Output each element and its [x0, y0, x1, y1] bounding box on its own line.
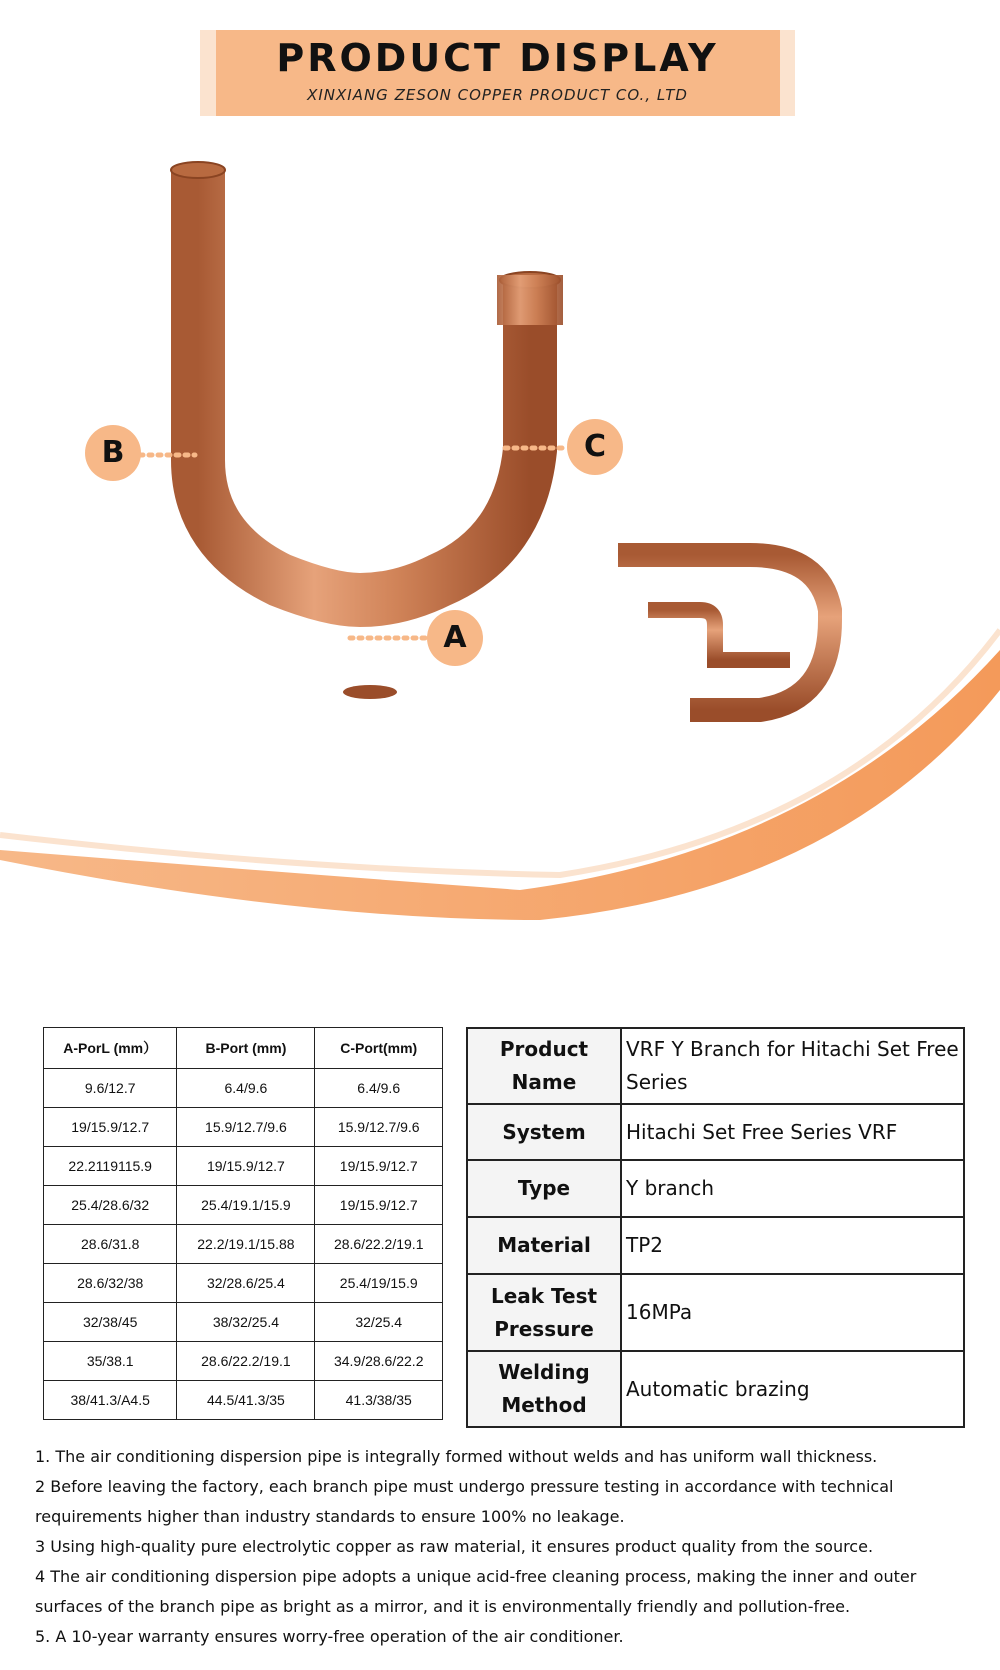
info-row-type [467, 1160, 964, 1217]
table-cell: 28.6/22.2/19.1 [177, 1342, 315, 1381]
table-row [44, 1342, 443, 1381]
product-info-table [466, 1027, 965, 1428]
info-key: Material [467, 1217, 621, 1274]
table-cell: 19/15.9/12.7 [44, 1108, 177, 1147]
table-cell: 34.9/28.6/22.2 [315, 1342, 443, 1381]
column-header-a-port: A-PorL (mm） [44, 1028, 177, 1069]
table-cell: 28.6/32/38 [44, 1264, 177, 1303]
table-cell: 15.9/12.7/9.6 [315, 1108, 443, 1147]
table-cell: 41.3/38/35 [315, 1381, 443, 1420]
table-cell: 25.4/19.1/15.9 [177, 1186, 315, 1225]
table-cell: 9.6/12.7 [44, 1069, 177, 1108]
table-cell: 35/38.1 [44, 1342, 177, 1381]
table-row [44, 1108, 443, 1147]
info-value: Automatic brazing [621, 1351, 964, 1427]
y-branch-pipe-large [171, 162, 563, 699]
y-branch-pipe-side-view [618, 555, 905, 710]
note-item: 1. The air conditioning dispersion pipe is integrally formed without welds and has uniform wall thickness. [35, 1447, 878, 1466]
table-cell: 38/32/25.4 [177, 1303, 315, 1342]
note-item: 5. A 10-year warranty ensures worry-free operation of the air conditioner. [35, 1627, 624, 1646]
info-value: VRF Y Branch for Hitachi Set Free Series [621, 1028, 964, 1104]
table-cell: 28.6/31.8 [44, 1225, 177, 1264]
info-value: Y branch [621, 1160, 964, 1217]
table-row [44, 1381, 443, 1420]
info-key: Product Name [467, 1028, 621, 1104]
table-row [44, 1186, 443, 1225]
info-row-product-name [467, 1028, 964, 1104]
table-cell: 22.2119115.9 [44, 1147, 177, 1186]
table-cell: 38/41.3/A4.5 [44, 1381, 177, 1420]
feature-notes [35, 1442, 975, 1652]
info-value: Hitachi Set Free Series VRF [621, 1104, 964, 1160]
info-value: 16MPa [621, 1274, 964, 1351]
info-key: Type [467, 1160, 621, 1217]
info-key: Welding Method [467, 1351, 621, 1427]
column-header-b-port: B-Port (mm) [177, 1028, 315, 1069]
column-header-c-port: C-Port(mm) [315, 1028, 443, 1069]
table-cell: 32/28.6/25.4 [177, 1264, 315, 1303]
table-row [44, 1264, 443, 1303]
table-row [44, 1069, 443, 1108]
callout-b: B [85, 425, 141, 481]
table-cell: 19/15.9/12.7 [315, 1186, 443, 1225]
info-row-leak-test [467, 1274, 964, 1351]
info-key: System [467, 1104, 621, 1160]
table-row [44, 1147, 443, 1186]
info-key: Leak Test Pressure [467, 1274, 621, 1351]
table-cell: 28.6/22.2/19.1 [315, 1225, 443, 1264]
callout-c: C [567, 419, 623, 475]
product-illustration [0, 130, 1000, 980]
page-title: PRODUCT DISPLAY [276, 36, 719, 80]
table-header-row [44, 1028, 443, 1069]
table-cell: 44.5/41.3/35 [177, 1381, 315, 1420]
table-cell: 32/25.4 [315, 1303, 443, 1342]
table-cell: 22.2/19.1/15.88 [177, 1225, 315, 1264]
info-row-welding [467, 1351, 964, 1427]
port-size-table [43, 1027, 443, 1420]
note-item: 4 The air conditioning dispersion pipe adopts a unique acid-free cleaning process, making the inner and outer surfaces of the branch pipe as bright as a mirror, and it is environmentally friendly and pollution-free. [35, 1567, 917, 1616]
note-item: 3 Using high-quality pure electrolytic copper as raw material, it ensures product quality from the source. [35, 1537, 874, 1556]
info-row-material [467, 1217, 964, 1274]
table-cell: 15.9/12.7/9.6 [177, 1108, 315, 1147]
table-cell: 19/15.9/12.7 [315, 1147, 443, 1186]
info-row-system [467, 1104, 964, 1160]
company-name: XINXIANG ZESON COPPER PRODUCT CO., LTD [307, 86, 688, 104]
table-cell: 6.4/9.6 [315, 1069, 443, 1108]
callout-a: A [427, 610, 483, 666]
table-row [44, 1225, 443, 1264]
table-cell: 32/38/45 [44, 1303, 177, 1342]
table-cell: 19/15.9/12.7 [177, 1147, 315, 1186]
table-cell: 6.4/9.6 [177, 1069, 315, 1108]
table-cell: 25.4/28.6/32 [44, 1186, 177, 1225]
decorative-swoosh [0, 630, 1000, 920]
note-item: 2 Before leaving the factory, each branch pipe must undergo pressure testing in accordance with technical requirements higher than industry standards to ensure 100% no leakage. [35, 1477, 894, 1526]
table-row [44, 1303, 443, 1342]
info-value: TP2 [621, 1217, 964, 1274]
table-cell: 25.4/19/15.9 [315, 1264, 443, 1303]
